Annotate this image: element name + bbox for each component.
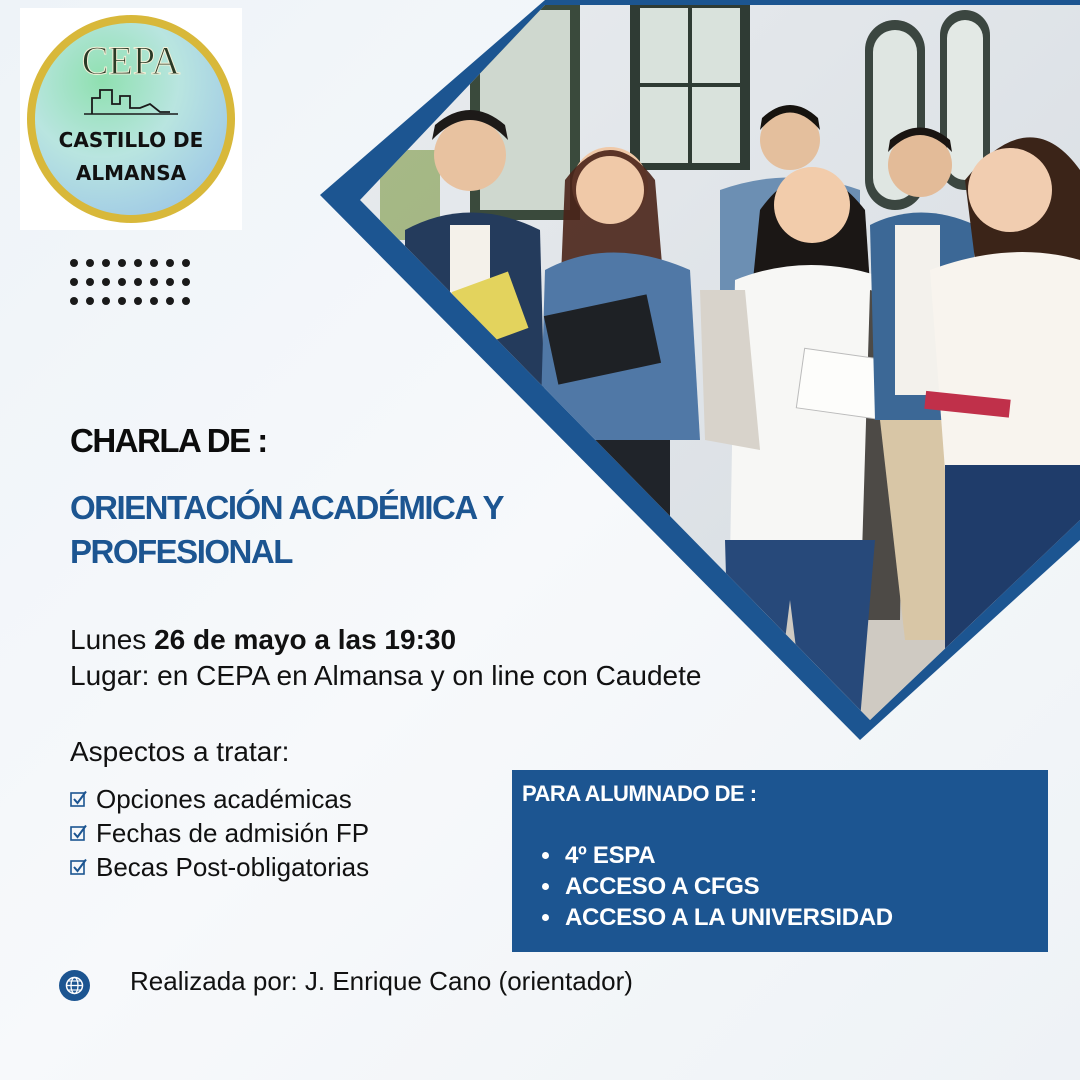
event-place: Lugar: en CEPA en Almansa y on line con Caudete <box>70 660 702 691</box>
aspect-item <box>70 782 369 816</box>
decorative-dot <box>134 278 142 286</box>
decorative-dot <box>86 278 94 286</box>
decorative-dot <box>150 278 158 286</box>
decorative-dot <box>150 259 158 267</box>
event-date-prefix: Lunes <box>70 624 155 655</box>
decorative-dot <box>86 297 94 305</box>
decorative-dot <box>70 278 78 286</box>
event-date-value: 26 de mayo a las 19:30 <box>154 624 457 655</box>
dot-grid-decoration <box>70 258 195 308</box>
logo-title: CEPA <box>81 38 181 83</box>
event-date <box>70 624 456 656</box>
checkbox-checked-icon <box>70 858 88 876</box>
decorative-dot <box>134 297 142 305</box>
audience-box <box>512 770 1048 952</box>
cepa-logo <box>20 8 242 230</box>
decorative-dot <box>182 278 190 286</box>
decorative-dot <box>182 297 190 305</box>
audience-title: PARA ALUMNADO DE : <box>522 781 757 806</box>
decorative-dot <box>102 297 110 305</box>
decorative-dot <box>166 259 174 267</box>
event-title-line-1: ORIENTACIÓN ACADÉMICA Y <box>70 489 504 526</box>
aspect-label: Becas Post-obligatorias <box>96 852 370 882</box>
decorative-dot <box>166 278 174 286</box>
decorative-dot <box>134 259 142 267</box>
audience-list <box>565 840 893 933</box>
checkbox-checked-icon <box>70 790 88 808</box>
event-title <box>70 486 590 574</box>
aspects-title: Aspectos a tratar: <box>70 736 290 767</box>
decorative-dot <box>118 278 126 286</box>
audience-item: 4º ESPA <box>565 840 893 871</box>
logo-subtitle-2: ALMANSA <box>75 161 187 185</box>
event-type-heading: CHARLA DE : <box>70 422 267 459</box>
decorative-dot <box>182 259 190 267</box>
aspects-list <box>70 782 369 884</box>
event-title-line-2: PROFESIONAL <box>70 533 292 570</box>
aspect-label: Opciones académicas <box>96 784 352 814</box>
globe-icon <box>59 970 90 1001</box>
aspect-item <box>70 850 369 884</box>
aspect-label: Fechas de admisión FP <box>96 818 370 848</box>
aspect-item <box>70 816 369 850</box>
decorative-dot <box>118 259 126 267</box>
audience-item: ACCESO A LA UNIVERSIDAD <box>565 904 893 931</box>
decorative-dot <box>102 278 110 286</box>
decorative-dot <box>118 297 126 305</box>
audience-item: ACCESO A CFGS <box>565 871 893 902</box>
decorative-dot <box>150 297 158 305</box>
decorative-dot <box>70 297 78 305</box>
decorative-dot <box>86 259 94 267</box>
decorative-dot <box>102 259 110 267</box>
decorative-dot <box>166 297 174 305</box>
author-credit: Realizada por: J. Enrique Cano (orientador) <box>130 966 633 996</box>
logo-subtitle-1: CASTILLO DE <box>58 128 204 152</box>
checkbox-checked-icon <box>70 824 88 842</box>
decorative-dot <box>70 259 78 267</box>
